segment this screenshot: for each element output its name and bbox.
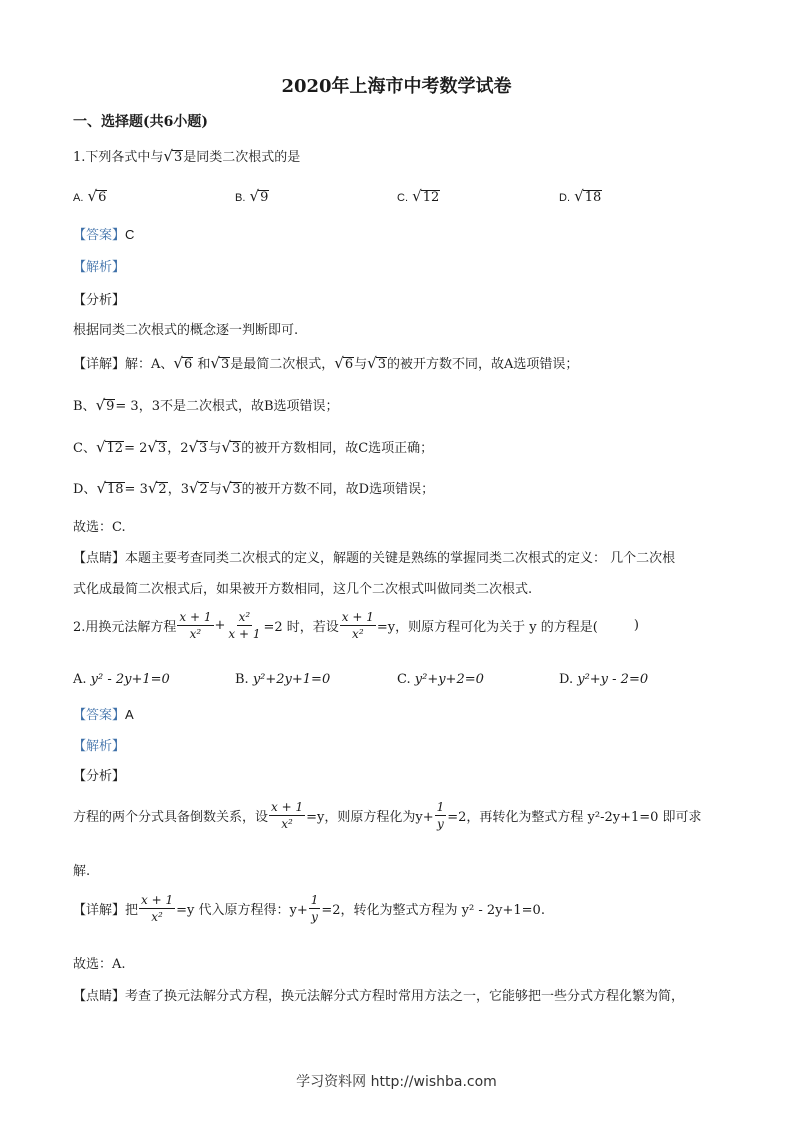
footer-watermark[interactable]: 学习资料网 http://wishba.com	[296, 1074, 497, 1090]
q1-detail-a: 【详解】解：A、√6 和√3是最简二次根式，√6与√3的被开方数不同，故A选项错误；	[73, 354, 579, 372]
q1-answer: 【答案】C	[73, 227, 135, 243]
section-heading: 一、选择题(共6小题)	[73, 114, 208, 130]
q2-detail: 【详解】 把 $\frac{x + 1}{\text{x²}}$ =y 代入原方程得：y+ $\frac{1}{y}$ =2，转化为整式方程为 y² - 2y+1=0.	[73, 893, 545, 925]
page-title: 2020年上海市中考数学试卷	[281, 76, 512, 97]
fraction: $\frac{1}{y}$	[310, 893, 319, 925]
q2-stem: 2.用换元法解方程 $\frac{x + 1}{\text{x²}}$ + $\frac{\text{x²}}{x + 1}$ =2 时，若设 $\frac{x + 1}{\text{x²}}$ =y，则原方程可化为关于 y 的方程是( )	[73, 610, 639, 642]
q1-option-b[interactable]: B. √9	[235, 187, 269, 205]
q1-fenxi-text: 根据同类二次根式的概念逐一判断即可.	[73, 323, 299, 338]
q2-fenxi-line1: 方程的两个分式具备倒数关系，设 $\frac{x + 1}{\text{x²}}$ =y，则原方程化为y+ $\frac{1}{y}$ =2，再转化为整式方程 y²-2y+1=0 即可求	[73, 800, 702, 832]
q2-option-b[interactable]: B. y²+2y+1=0	[235, 672, 331, 687]
q2-option-a[interactable]: A. y² - 2y+1=0	[73, 672, 170, 687]
q2-option-c[interactable]: C. y²+y+2=0	[397, 672, 484, 687]
q1-stem: 1.下列各式中与√3是同类二次根式的是	[73, 147, 301, 165]
q1-comment-line1: 【点睛】本题主要考查同类二次根式的定义，解题的关键是熟练的掌握同类二次根式的定义： 几个二次根	[73, 551, 676, 566]
q1-option-d[interactable]: D. √18	[559, 187, 602, 205]
fraction: $\frac{x + 1}{\text{x²}}$	[341, 610, 374, 642]
q1-analysis-tag: 【解析】	[73, 260, 126, 275]
fraction: $\frac{x + 1}{\text{x²}}$	[271, 800, 304, 832]
q2-answer: 【答案】A	[73, 707, 134, 723]
fraction: $\frac{x + 1}{\text{x²}}$	[141, 893, 174, 925]
fraction: $\frac{x + 1}{\text{x²}}$	[179, 610, 212, 642]
q1-detail-b: B、√9= 3，3不是二次根式，故B选项错误；	[73, 396, 339, 414]
q2-analysis-tag: 【解析】	[73, 739, 126, 754]
q2-fenxi-line2: 解.	[73, 864, 91, 879]
q1-option-a[interactable]: A. √6	[73, 187, 107, 205]
q2-choose: 故选：A.	[73, 957, 126, 972]
q2-option-d[interactable]: D. y²+y - 2=0	[559, 672, 649, 687]
fraction: $\frac{\text{x²}}{x + 1}$	[228, 610, 261, 642]
q1-choose: 故选：C.	[73, 520, 126, 535]
q1-detail-d: D、√18= 3√2，3√2与√3的被开方数不同，故D选项错误；	[73, 479, 435, 497]
q1-fenxi-tag: 【分析】	[73, 293, 126, 308]
fraction: $\frac{1}{y}$	[436, 800, 445, 832]
q2-fenxi-tag: 【分析】	[73, 769, 126, 784]
q2-comment-line1: 【点睛】考查了换元法解分式方程，换元法解分式方程时常用方法之一，它能够把一些分式方程化繁为简，	[73, 989, 685, 1004]
q1-detail-c: C、√12= 2√3，2√3与√3的被开方数相同，故C选项正确；	[73, 438, 434, 456]
q1-option-c[interactable]: C. √12	[397, 187, 440, 205]
q1-comment-line2: 式化成最简二次根式后，如果被开方数相同，这几个二次根式叫做同类二次根式.	[73, 582, 533, 597]
